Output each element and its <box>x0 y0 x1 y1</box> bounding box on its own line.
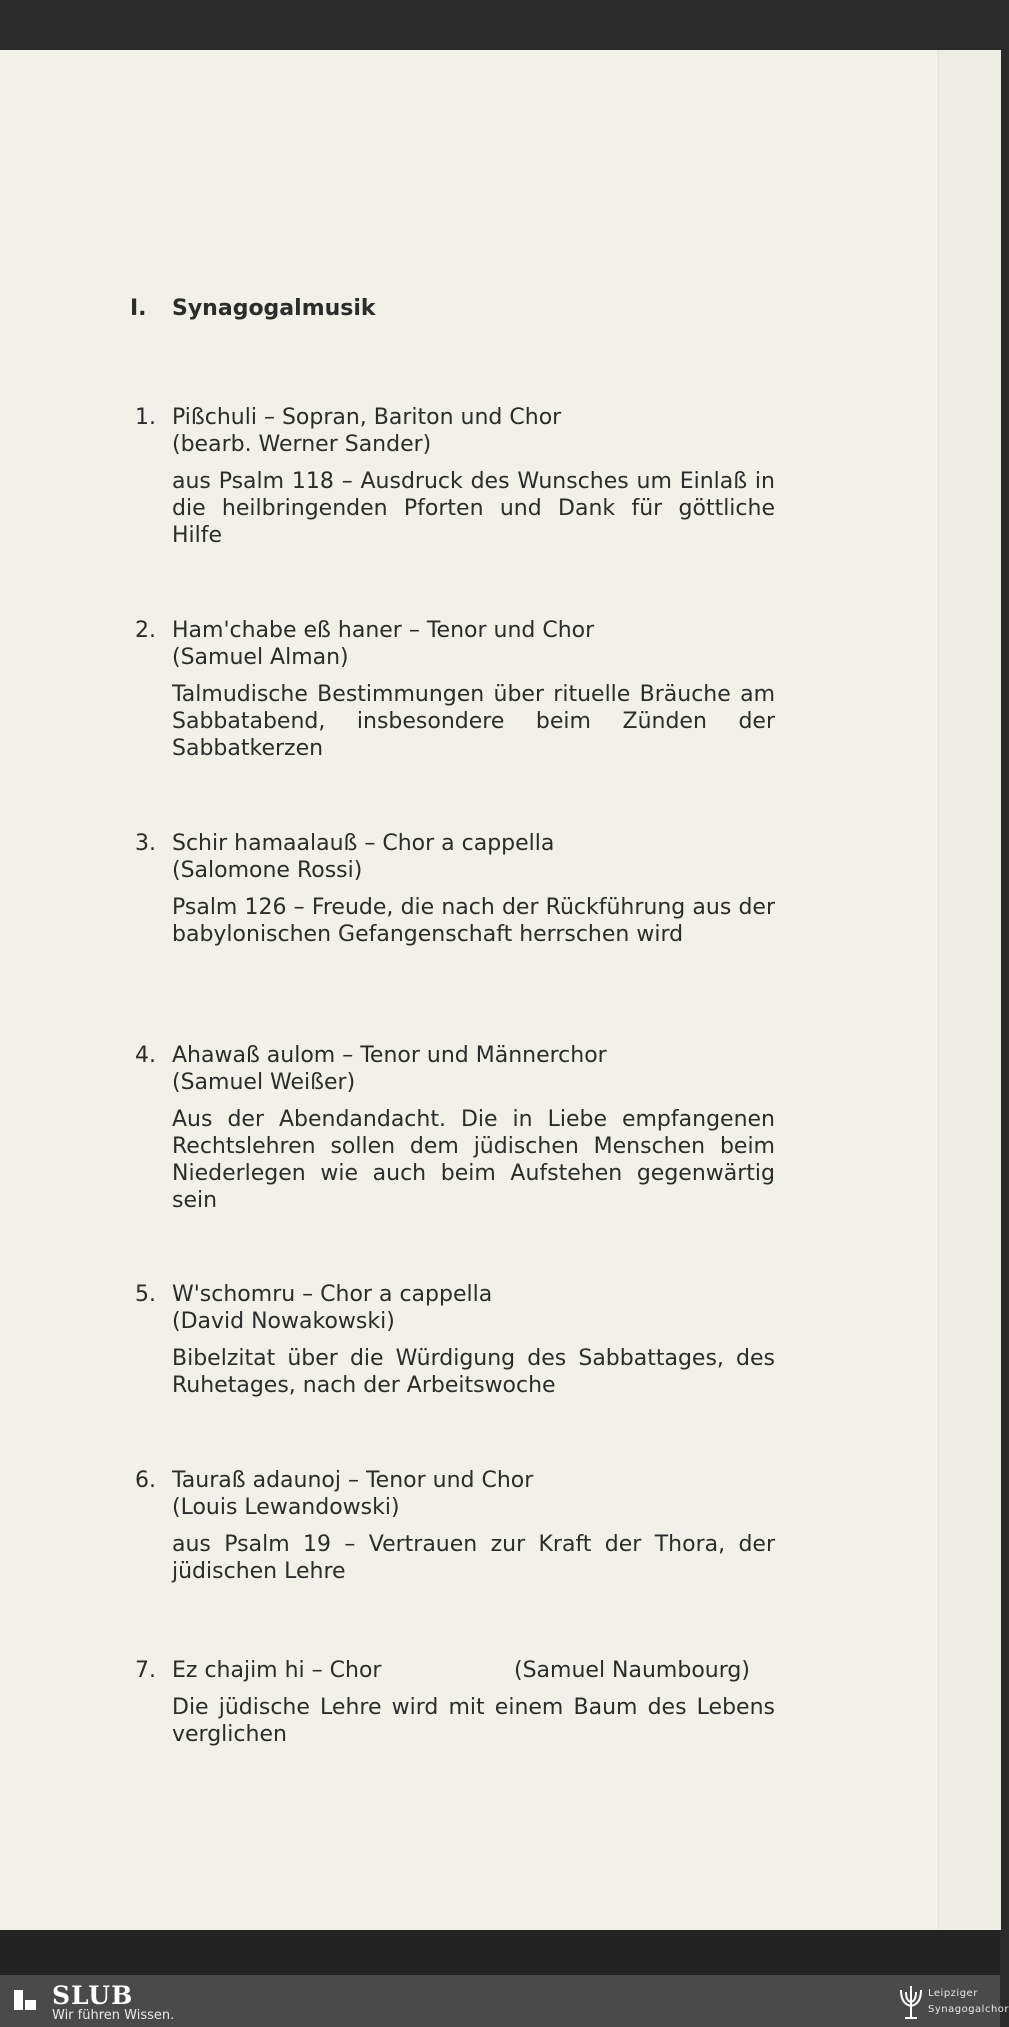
section-title: Synagogalmusik <box>172 296 376 321</box>
scan-border-top <box>0 0 1000 50</box>
item-description: Aus der Abendandacht. Die in Liebe empfangenen Rechtslehren sollen dem jüdischen Menschen beim Niederlegen wie auch beim Aufstehen gegenwärtig sein <box>172 1107 775 1213</box>
choir-name-line1: Leipziger <box>928 1988 978 1999</box>
item-number: 2. <box>135 618 156 643</box>
item-number: 3. <box>135 831 156 856</box>
item-number: 4. <box>135 1043 156 1068</box>
item-description: Psalm 126 – Freude, die nach der Rückführung aus der babylonischen Gefangenschaft herrschen wird <box>172 895 775 947</box>
item-composer: (Samuel Naumbourg) <box>514 1658 750 1683</box>
item-number: 6. <box>135 1468 156 1493</box>
item-title: Tauraß adaunoj – Tenor und Chor <box>172 1468 534 1493</box>
item-description: aus Psalm 19 – Vertrauen zur Kraft der Thora, der jüdischen Lehre <box>172 1532 775 1584</box>
item-composer: (bearb. Werner Sander) <box>172 432 432 457</box>
item-number: 1. <box>135 405 156 430</box>
choir-name-line2: Synagogalchor <box>928 2004 1009 2015</box>
item-composer: (Samuel Weißer) <box>172 1070 356 1095</box>
item-title: Schir hamaalauß – Chor a cappella <box>172 831 555 856</box>
item-number: 5. <box>135 1282 156 1307</box>
item-description: Die jüdische Lehre wird mit einem Baum des Lebens verglichen <box>172 1695 775 1747</box>
choir-name <box>928 1986 1009 2018</box>
item-composer: (Louis Lewandowski) <box>172 1495 400 1520</box>
page-fold-edge <box>938 50 1001 1930</box>
item-title: W'schomru – Chor a cappella <box>172 1282 493 1307</box>
item-description: Talmudische Bestimmungen über rituelle Bräuche am Sabbatabend, insbesondere beim Zünden der Sabbatkerzen <box>172 682 775 761</box>
item-title: Ahawaß aulom – Tenor und Männerchor <box>172 1043 607 1068</box>
section-number: I. <box>130 296 147 321</box>
item-composer: (David Nowakowski) <box>172 1309 395 1334</box>
library-slogan: Wir führen Wissen. <box>52 2008 175 2023</box>
library-name: SLUB <box>52 1981 134 2010</box>
item-title: Ham'chabe eß haner – Tenor und Chor <box>172 618 595 643</box>
item-title: Pißchuli – Sopran, Bariton und Chor <box>172 405 562 430</box>
item-title: Ez chajim hi – Chor <box>172 1658 382 1683</box>
menorah-logo-icon <box>896 1982 926 2022</box>
item-number: 7. <box>135 1658 156 1683</box>
item-composer: (Salomone Rossi) <box>172 858 363 883</box>
item-description: Bibelzitat über die Würdigung des Sabbattages, des Ruhetages, nach der Arbeitswoche <box>172 1346 775 1398</box>
scan-border-bottom <box>0 1930 1000 1975</box>
slub-logo-icon <box>14 1990 36 2010</box>
document-page <box>0 50 1000 1930</box>
item-composer: (Samuel Alman) <box>172 645 349 670</box>
item-description: aus Psalm 118 – Ausdruck des Wunsches um Einlaß in die heilbringenden Pforten und Dank für göttliche Hilfe <box>172 469 775 548</box>
